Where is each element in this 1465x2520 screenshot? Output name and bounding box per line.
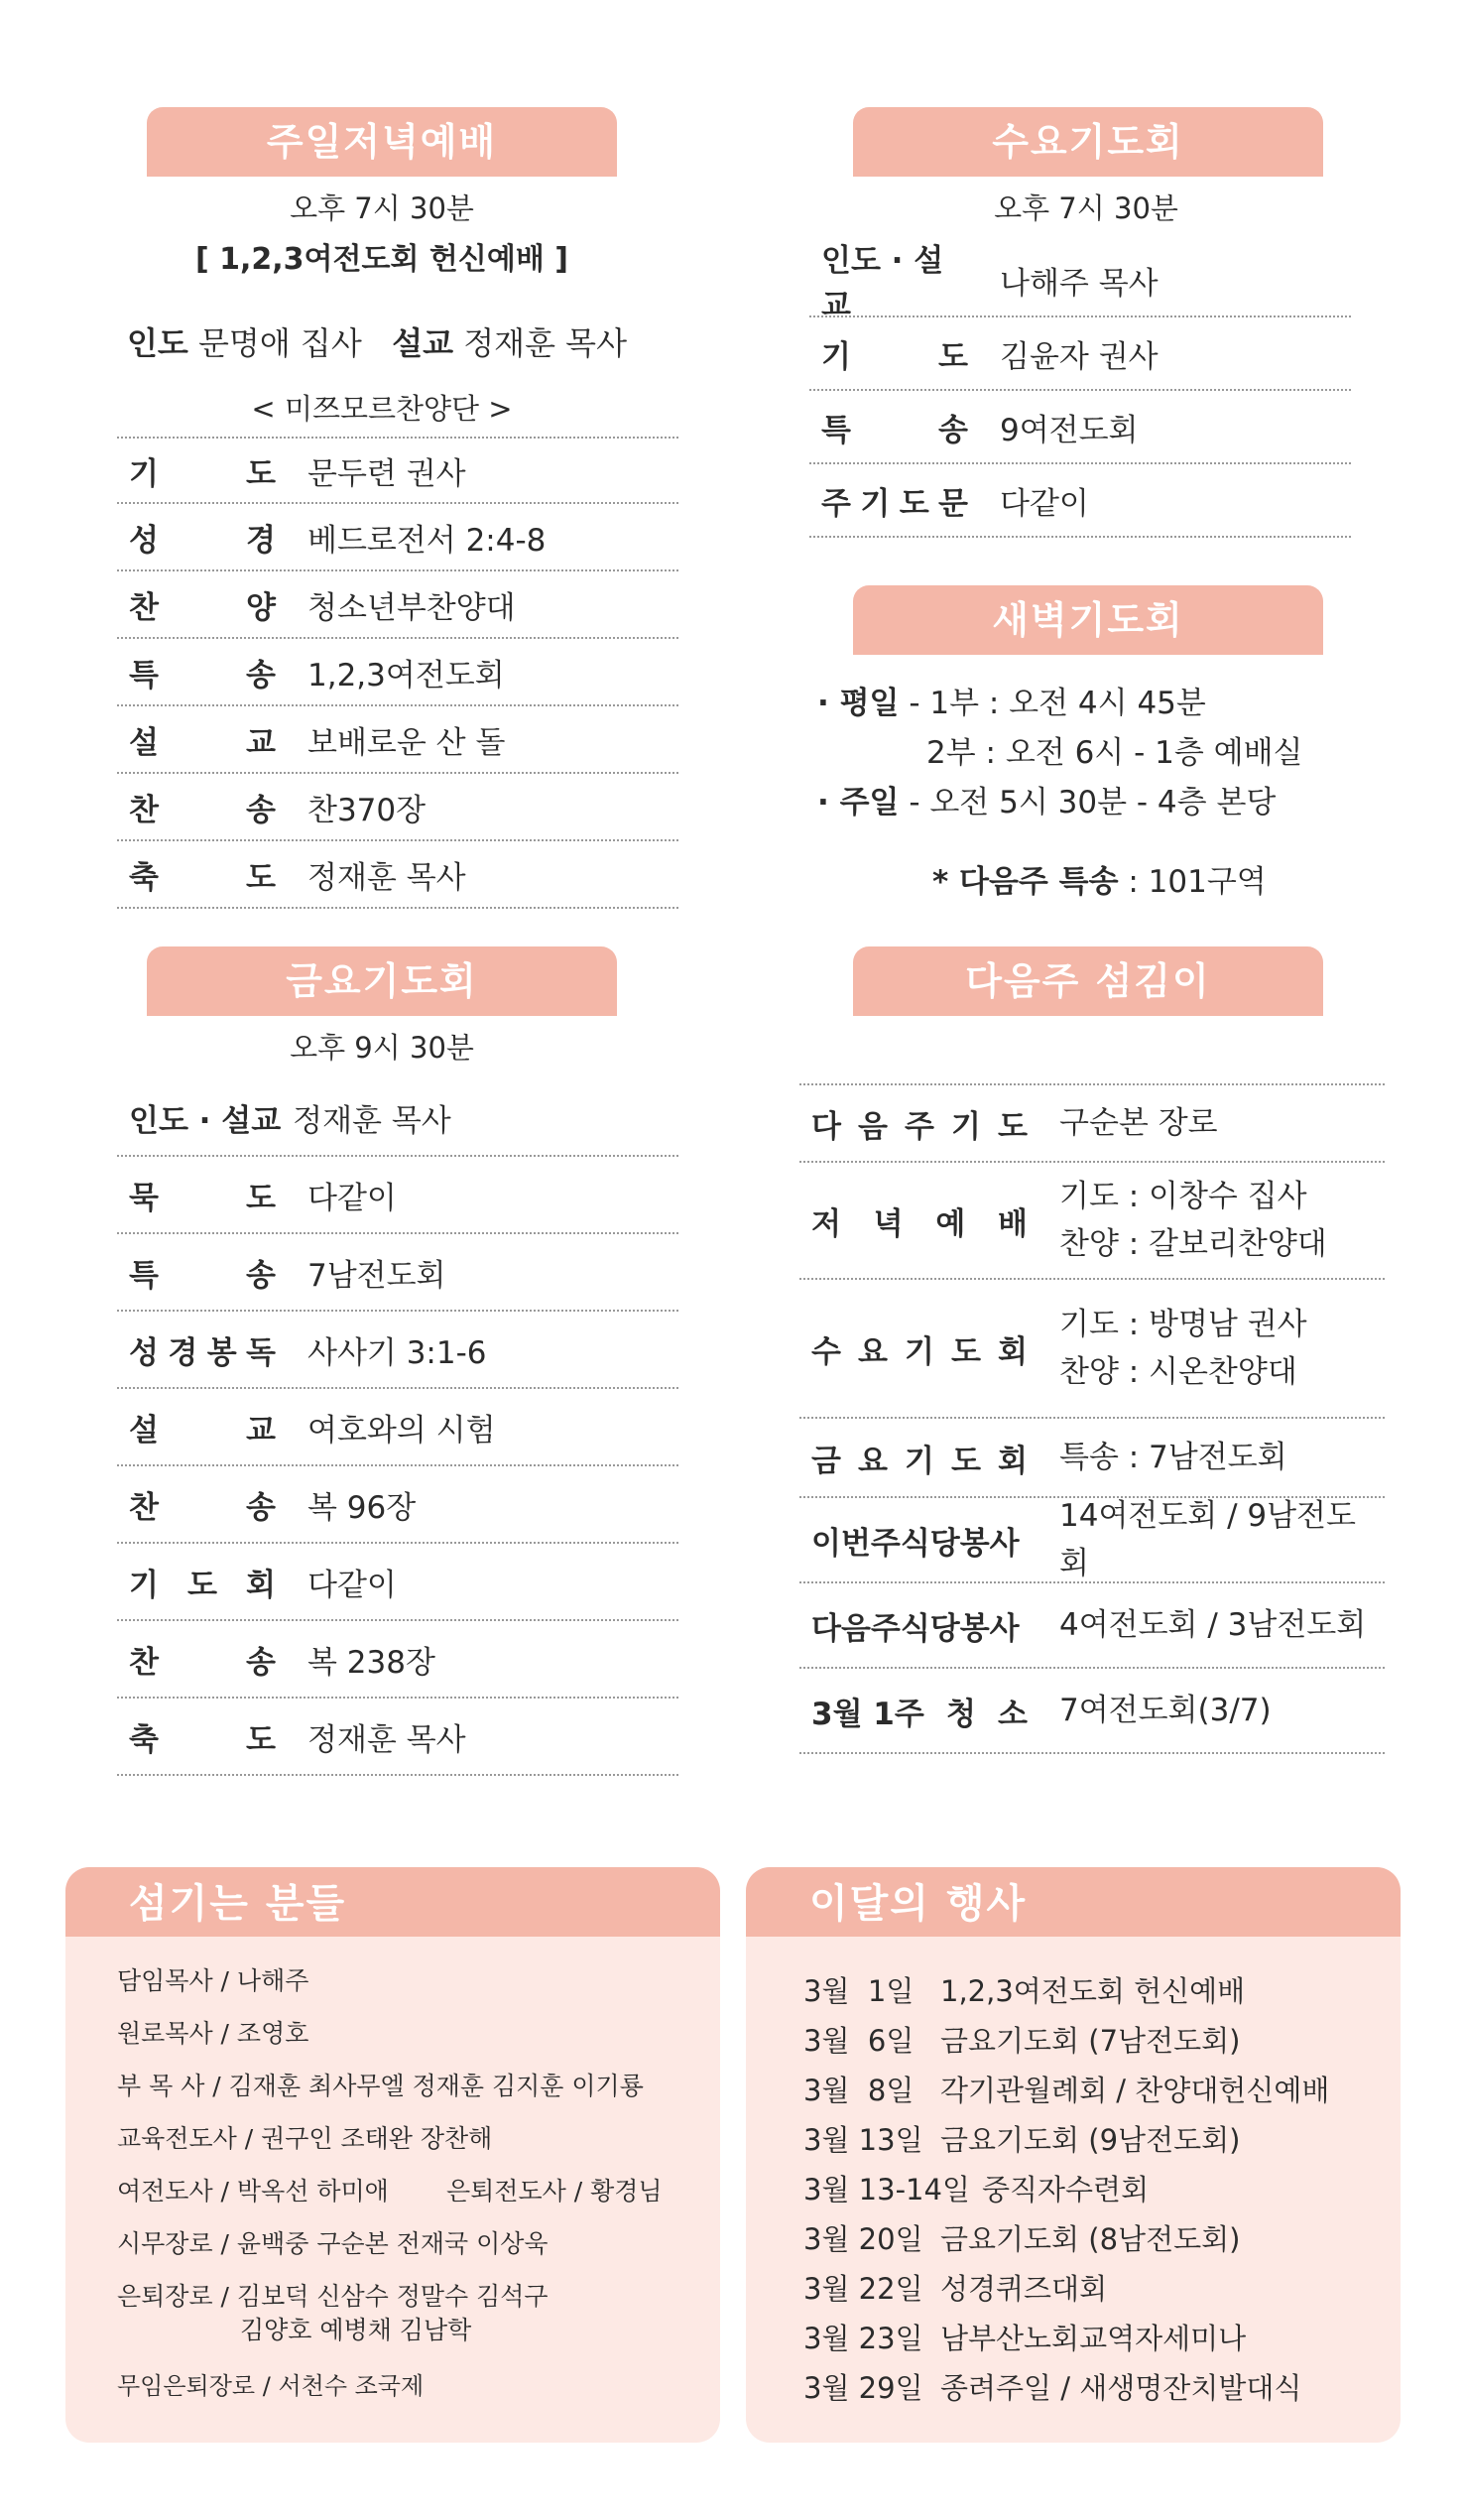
label-char: 도 (187, 1567, 217, 1603)
label-char: 도 (246, 1180, 276, 1216)
label-char: 도 (951, 1443, 981, 1479)
label-char: 다 (811, 1108, 841, 1145)
order-row (117, 1234, 678, 1312)
weekday-second: 2부 : 오전 6시 - 1층 예배실 (926, 735, 1303, 771)
label-char: 요 (858, 1333, 888, 1370)
row-value: 정재훈 목사 (307, 859, 466, 896)
label-char: 도 (246, 455, 276, 492)
row-value (1059, 1492, 1385, 1587)
event-date: 3월 13일 (803, 2123, 923, 2157)
label-char: 기 (129, 1567, 159, 1603)
row-label (811, 1436, 1028, 1480)
label-char: 회 (998, 1333, 1028, 1370)
next-week-header: 다음주 섬김이 (853, 946, 1323, 1016)
row-label (129, 582, 276, 627)
next-special-label: * 다음주 특송 (932, 864, 1119, 900)
wednesday-prayer-header: 수요기도회 (853, 107, 1323, 177)
label-char: 기 (905, 1333, 934, 1370)
label-char: 송 (938, 412, 968, 448)
row-value: 나해주 목사 (1000, 265, 1159, 302)
label-char: 문 (938, 485, 968, 522)
label-char: 축 (129, 859, 159, 896)
row-value: 9여전도회 (1000, 412, 1139, 448)
label-char: 성 (129, 1334, 159, 1371)
event-text: 중직자수련회 (982, 2173, 1150, 2206)
event-text: 종려주일 / 새생명잔치발대식 (940, 2371, 1302, 2405)
row-label (129, 1482, 276, 1527)
order-row (117, 571, 678, 639)
label-char: 주 (821, 485, 851, 522)
event-text: 각기관월례회 / 찬양대헌신예배 (940, 2074, 1330, 2107)
row-value (1059, 1099, 1218, 1147)
row-value: 1,2,3여전도회 (307, 657, 505, 693)
servants-box (65, 1867, 720, 2443)
order-row (117, 841, 678, 909)
row-value: 김윤자 권사 (1000, 338, 1159, 375)
label-char: 찬 (129, 589, 159, 626)
events-box (746, 1867, 1401, 2443)
label-char: 송 (246, 1489, 276, 1526)
servant-line: 담임목사 / 나해주 (117, 1966, 309, 1995)
row-value: 여호와의 시험 (307, 1412, 496, 1449)
row-value: 복 96장 (307, 1489, 417, 1526)
label-char: 청 (945, 1696, 976, 1732)
event-item (803, 2115, 1329, 2165)
value-line: 구순본 장로 (1059, 1105, 1218, 1141)
events-header: 이달의 행사 (746, 1867, 1401, 1937)
label-char: 교 (246, 1412, 276, 1449)
event-text: 1,2,3여전도회 헌신예배 (940, 1974, 1246, 2008)
label-char: 요 (858, 1443, 888, 1479)
label-char: 축 (129, 1721, 159, 1758)
wednesday-prayer-order (809, 244, 1351, 538)
row-label (811, 1326, 1028, 1371)
order-row (117, 774, 678, 841)
servant-line: 원로목사 / 조영호 (117, 2019, 309, 2048)
row-label (821, 331, 968, 376)
label-char: 기 (129, 455, 159, 492)
label-char: 특 (129, 1257, 159, 1294)
servant-line: 은퇴전도사 / 황경님 (446, 2177, 663, 2205)
event-item (803, 2016, 1329, 2066)
label-char: 설 (129, 1412, 159, 1449)
row-value: 보배로운 산 돌 (307, 724, 506, 761)
event-item (803, 2314, 1329, 2363)
label-char: 묵 (129, 1180, 159, 1216)
servant-line: 부 목 사 / 김재훈 최사무엘 정재훈 김지훈 이기룡 (117, 2072, 644, 2100)
events-list (803, 1966, 1329, 2413)
order-row (117, 639, 678, 706)
event-text: 금요기도회 (9남전도회) (940, 2123, 1241, 2157)
row-value: 베드로전서 2:4-8 (307, 522, 547, 559)
event-text: 남부산노회교역자세미나 (940, 2322, 1247, 2355)
row-label (821, 405, 968, 449)
row-label (811, 1518, 1028, 1563)
row-value: 다같이 (307, 1180, 397, 1216)
next-special-value: : 101구역 (1118, 864, 1267, 900)
row-value (1059, 1601, 1366, 1649)
row-value (1059, 1687, 1272, 1734)
value-line: 기도 : 방명남 권사 (1059, 1307, 1307, 1342)
label-char: 경 (168, 1334, 198, 1371)
row-value (1059, 1301, 1307, 1396)
label-char: 도 (951, 1333, 981, 1370)
row-label (129, 1173, 276, 1217)
event-item (803, 2165, 1329, 2214)
row-label: 인도 · 설교 (821, 243, 944, 323)
choir-note: < 미쯔모르찬양단 > (251, 392, 513, 426)
order-row (117, 1389, 678, 1466)
order-row (117, 1312, 678, 1389)
friday-prayer-header: 금요기도회 (147, 946, 617, 1016)
event-item (803, 2066, 1329, 2115)
event-item (803, 1966, 1329, 2016)
label-char: 찬 (129, 1489, 159, 1526)
label-char: 소 (998, 1696, 1028, 1732)
event-date: 3월 23일 (803, 2322, 923, 2355)
label-char: 특 (821, 412, 851, 448)
servant-row (799, 1498, 1385, 1583)
row-label (129, 1714, 276, 1759)
label-char: 기 (860, 485, 891, 522)
label-char: 송 (246, 1257, 276, 1294)
label-char: 회 (998, 1443, 1028, 1479)
servant-row (799, 1083, 1385, 1163)
order-row (809, 464, 1351, 538)
label-char: 기 (905, 1443, 934, 1479)
servant-line: 교육전도사 / 권구인 조태완 장찬해 (117, 2124, 493, 2153)
label-char: 찬 (129, 1644, 159, 1681)
row-value: 다같이 (1000, 485, 1089, 522)
row-value: 정재훈 목사 (307, 1721, 466, 1758)
label-char: 음 (858, 1108, 888, 1145)
order-row (117, 706, 678, 774)
label-char: 도 (246, 1721, 276, 1758)
row-label (811, 1198, 1028, 1243)
sunday-dawn-time: - 오전 5시 30분 - 4층 본당 (899, 785, 1277, 820)
event-date: 3월 20일 (803, 2222, 923, 2256)
value-line: 기도 : 이창수 집사 (1059, 1179, 1307, 1214)
servant-row (799, 1583, 1385, 1669)
servant-line: 은퇴장로 / 김보덕 신삼수 정말수 김석구 (117, 2282, 549, 2311)
servant-row (799, 1163, 1385, 1280)
row-label (821, 478, 968, 523)
label-char: 설 (129, 724, 159, 761)
friday-prayer-order (117, 1079, 678, 1776)
label-char: 경 (246, 522, 276, 559)
row-label (129, 1405, 276, 1449)
label-char: 송 (246, 657, 276, 693)
order-row (117, 1544, 678, 1621)
event-item (803, 2264, 1329, 2314)
dawn-prayer-header: 새벽기도회 (853, 585, 1323, 655)
label-char: 도 (899, 485, 929, 522)
leader-label: 인도 (127, 324, 188, 362)
event-date: 3월 8일 (803, 2074, 915, 2107)
label-char: 독 (246, 1334, 276, 1371)
row-value: 찬370장 (307, 792, 427, 828)
event-item (803, 2363, 1329, 2413)
label-char: 3월 1주 (811, 1696, 924, 1732)
label-char: 회 (246, 1567, 276, 1603)
servant-row (799, 1280, 1385, 1419)
servant-line: 여전도사 / 박옥선 하미애 (117, 2177, 389, 2205)
label-char: 기 (821, 338, 851, 375)
friday-leader-label: 인도 · 설교 (129, 1102, 282, 1139)
order-row (117, 1621, 678, 1699)
row-label (129, 1560, 276, 1604)
sermon-label: 설교 (392, 324, 454, 362)
label-char: 교 (246, 724, 276, 761)
row-label (129, 785, 276, 829)
row-label (129, 1327, 276, 1372)
value-line: 4여전도회 / 3남전도회 (1059, 1607, 1367, 1643)
event-date: 3월 1일 (803, 1974, 915, 2008)
order-row (117, 437, 678, 504)
label-char: 송 (246, 792, 276, 828)
row-value: 7남전도회 (307, 1257, 446, 1294)
servant-row (799, 1669, 1385, 1754)
label-char: 성 (129, 522, 159, 559)
sunday-evening-leaders (127, 323, 627, 363)
label-char: 금 (811, 1443, 841, 1479)
event-date: 3월 22일 (803, 2272, 923, 2306)
row-label (811, 1101, 1028, 1146)
event-date: 3월 6일 (803, 2024, 915, 2058)
label-char: 수 (811, 1333, 841, 1370)
order-row (117, 1157, 678, 1234)
label-char: 찬 (129, 792, 159, 828)
order-row (809, 391, 1351, 464)
friday-leader-name: 정재훈 목사 (293, 1102, 451, 1139)
row-label (129, 515, 276, 560)
value-line: 찬양 : 시온찬양대 (1059, 1354, 1297, 1390)
order-row (809, 243, 1351, 323)
label-char: 예 (935, 1205, 966, 1242)
order-row (117, 504, 678, 571)
order-row (809, 317, 1351, 391)
dawn-prayer-schedule (817, 679, 1412, 907)
row-label (129, 1637, 276, 1682)
row-value: 문두련 권사 (307, 455, 466, 492)
row-label (129, 717, 276, 762)
servant-line: 무임은퇴장로 / 서천수 조국제 (117, 2372, 425, 2400)
sunday-evening-order (117, 437, 678, 909)
label-char: 저 (811, 1205, 841, 1242)
sunday-evening-subtitle: [ 1,2,3여전도회 헌신예배 ] (194, 242, 568, 277)
label-char: 송 (246, 1644, 276, 1681)
event-text: 성경퀴즈대회 (940, 2272, 1108, 2306)
row-label (811, 1603, 1028, 1648)
row-label (129, 1250, 276, 1295)
row-value (1059, 1434, 1287, 1481)
servant-row (799, 1419, 1385, 1498)
leader-name: 문명애 집사 (198, 324, 362, 362)
row-value: 청소년부찬양대 (307, 589, 516, 626)
label-char: 주 (905, 1108, 934, 1145)
friday-leader-row (117, 1079, 678, 1157)
row-value: 복 238장 (307, 1644, 435, 1681)
label-char: 특 (129, 657, 159, 693)
label-char: 도 (998, 1108, 1028, 1145)
label-char: 도 (246, 859, 276, 896)
label-char: 다음주식당봉사 (811, 1610, 1020, 1647)
value-line: 찬양 : 갈보리찬양대 (1059, 1226, 1327, 1262)
event-text: 금요기도회 (7남전도회) (940, 2024, 1241, 2058)
row-label (129, 448, 276, 493)
weekday-first: - 1부 : 오전 4시 45분 (899, 686, 1206, 721)
event-date: 3월 13-14일 (803, 2173, 970, 2206)
sunday-evening-header: 주일저녁예배 (147, 107, 617, 177)
friday-prayer-time: 오후 9시 30분 (290, 1031, 474, 1065)
servants-header: 섬기는 분들 (65, 1867, 720, 1937)
weekday-label: · 평일 (817, 686, 900, 721)
row-value: 사사기 3:1-6 (307, 1334, 487, 1371)
value-line: 14여전도회 / 9남전도회 (1059, 1498, 1356, 1581)
value-line: 특송 : 7남전도회 (1059, 1440, 1287, 1475)
row-value (1059, 1173, 1327, 1268)
event-date: 3월 29일 (803, 2371, 923, 2405)
label-char: 도 (938, 338, 968, 375)
value-line: 7여전도회(3/7) (1059, 1693, 1272, 1728)
next-week-servants (799, 1083, 1385, 1754)
row-value: 다같이 (307, 1567, 397, 1603)
label-char: 기 (951, 1108, 981, 1145)
event-text: 금요기도회 (8남전도회) (940, 2222, 1241, 2256)
sunday-label: · 주일 (817, 785, 900, 820)
sunday-evening-time: 오후 7시 30분 (290, 191, 474, 225)
order-row (117, 1699, 678, 1776)
row-label (811, 1689, 1028, 1733)
label-char: 배 (998, 1205, 1028, 1242)
servant-line: 시무장로 / 윤백중 구순본 전재국 이상욱 (117, 2229, 549, 2258)
row-label (129, 852, 276, 897)
label-char: 양 (246, 589, 276, 626)
wednesday-prayer-time: 오후 7시 30분 (994, 191, 1178, 225)
label-char: 녁 (873, 1205, 904, 1242)
servant-line: 김양호 예병채 김남학 (240, 2316, 472, 2344)
preacher-name: 정재훈 목사 (463, 324, 627, 362)
label-char: 이번주식당봉사 (811, 1525, 1020, 1562)
event-item (803, 2214, 1329, 2264)
order-row (117, 1466, 678, 1544)
row-label (129, 650, 276, 694)
label-char: 봉 (206, 1334, 237, 1371)
